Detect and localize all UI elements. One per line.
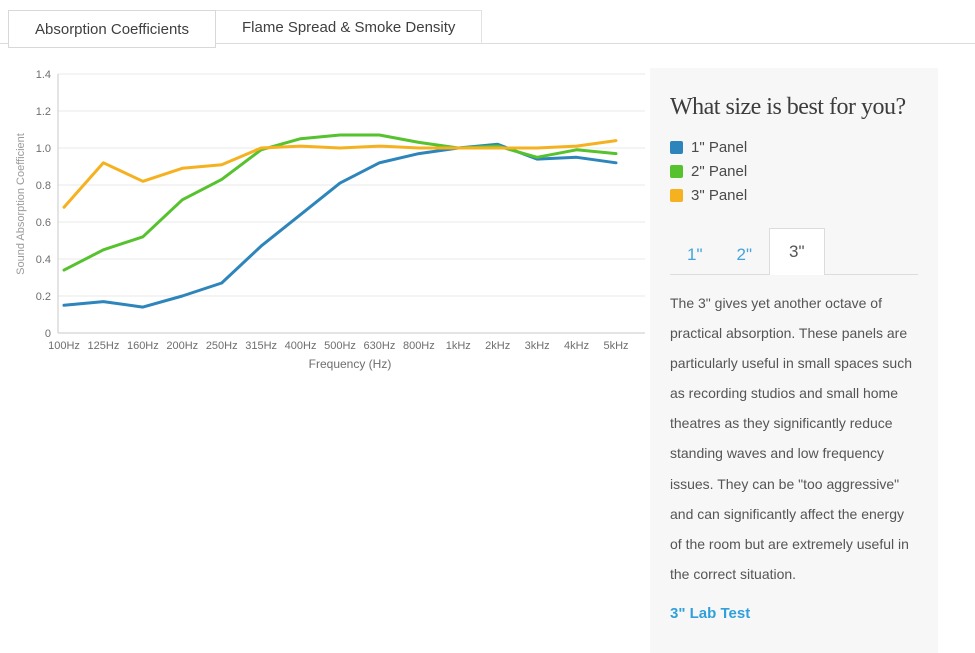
legend-item-1in-panel[interactable]	[670, 139, 918, 156]
svg-text:200Hz: 200Hz	[166, 340, 199, 352]
size-info-panel	[650, 68, 938, 653]
legend-label: 3" Panel	[691, 187, 748, 204]
legend-label: 2" Panel	[691, 163, 748, 180]
y-axis-title: Sound Absorption Coefficient	[15, 133, 27, 275]
legend-swatch-green	[670, 165, 683, 178]
svg-text:0.2: 0.2	[35, 291, 51, 303]
svg-text:1.4: 1.4	[35, 69, 51, 81]
main-content	[0, 48, 975, 653]
size-description: The 3" gives yet another octave of practical absorption. These panels are particularly useful in small spaces such as recording studios and small home theatres as they significantly reduce standing waves and low frequency issues. They can be "too aggressive" and can significantly affect the energy of the room but are extremely useful in the correct situation.	[670, 295, 912, 582]
svg-text:500Hz: 500Hz	[324, 340, 356, 352]
svg-text:1kHz: 1kHz	[445, 340, 471, 352]
legend-item-2in-panel[interactable]	[670, 163, 918, 180]
legend-swatch-orange	[670, 189, 683, 202]
svg-text:3kHz: 3kHz	[524, 340, 550, 352]
svg-text:2kHz: 2kHz	[485, 340, 511, 352]
panel-title: What size is best for you?	[670, 94, 906, 120]
top-tab-bar	[0, 10, 975, 48]
svg-text:250Hz: 250Hz	[205, 340, 238, 352]
svg-text:5kHz: 5kHz	[603, 340, 629, 352]
svg-text:0.4: 0.4	[35, 254, 51, 266]
chart-axes	[58, 74, 645, 333]
tab-flame-spread-smoke-density[interactable]: Flame Spread & Smoke Density	[216, 10, 482, 44]
svg-text:1.0: 1.0	[35, 143, 51, 155]
legend-item-3in-panel[interactable]	[670, 187, 918, 204]
svg-text:0.8: 0.8	[35, 180, 51, 192]
chart-legend	[670, 139, 918, 204]
chart-area	[0, 48, 650, 395]
svg-text:400Hz: 400Hz	[284, 340, 317, 352]
legend-swatch-blue	[670, 141, 683, 154]
svg-text:315Hz: 315Hz	[245, 340, 278, 352]
svg-text:100Hz: 100Hz	[48, 340, 80, 352]
svg-text:800Hz: 800Hz	[402, 340, 435, 352]
svg-text:125Hz: 125Hz	[87, 340, 120, 352]
size-tab-1in[interactable]: 1"	[687, 245, 703, 264]
svg-text:160Hz: 160Hz	[126, 340, 159, 352]
x-axis-tick-labels	[48, 340, 628, 352]
y-axis-tick-labels	[36, 69, 51, 340]
size-tab-3in[interactable]: 3"	[769, 228, 825, 275]
size-tab-2in[interactable]: 2"	[736, 245, 752, 264]
size-tab-bar	[670, 228, 918, 275]
svg-text:630Hz: 630Hz	[363, 340, 396, 352]
absorption-coefficients-chart	[10, 58, 650, 390]
chart-series-lines	[64, 135, 616, 307]
svg-text:0.6: 0.6	[35, 217, 51, 229]
svg-text:1.2: 1.2	[35, 106, 51, 118]
tab-absorption-coefficients[interactable]: Absorption Coefficients	[8, 10, 216, 48]
svg-text:4kHz: 4kHz	[564, 340, 590, 352]
x-axis-title: Frequency (Hz)	[308, 357, 392, 371]
chart-gridlines	[58, 74, 645, 296]
svg-text:0: 0	[44, 328, 51, 340]
legend-label: 1" Panel	[691, 139, 748, 156]
lab-test-link[interactable]: 3" Lab Test	[670, 604, 751, 622]
